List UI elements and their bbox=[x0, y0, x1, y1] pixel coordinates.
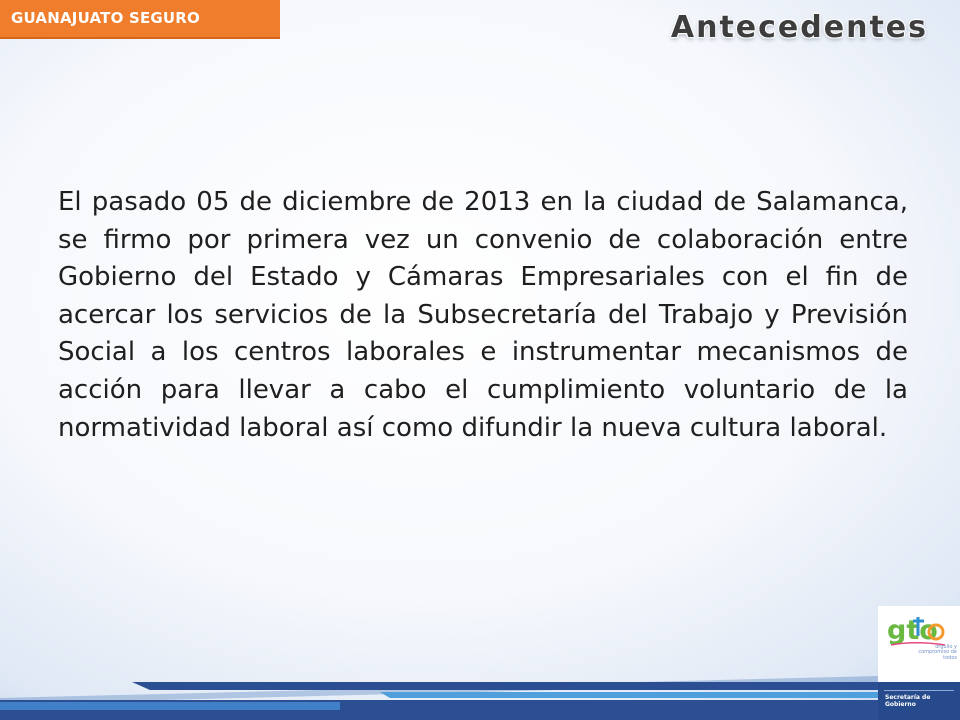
logo-tagline: orgullo y compromiso de todos bbox=[918, 644, 957, 661]
logo-white-panel bbox=[878, 606, 960, 682]
slide-body-paragraph: El pasado 05 de diciembre de 2013 en la ciudad de Salamanca, se firmo por primera vez un convenio de colaboración entre Gobierno del Estado y Cámaras Empresariales con el fin de acercar los servicios de la Subsecretaría del Trabajo y Previsión Social a los centros laborales e instrumentar mecanismos de acción para llevar a cabo el cumplimiento voluntario de la normatividad laboral así como difundir la nueva cultura laboral. bbox=[58, 187, 908, 443]
slide-title: Antecedentes bbox=[670, 10, 928, 45]
badge-label: GUANAJUATO SEGURO bbox=[11, 9, 200, 27]
svg-text:gto: gto bbox=[887, 615, 938, 646]
department-name: Secretaría de Gobierno bbox=[885, 694, 931, 708]
gto-wordmark-icon bbox=[886, 614, 948, 646]
gto-logo bbox=[878, 606, 960, 720]
department-divider bbox=[884, 690, 954, 691]
department-panel bbox=[878, 682, 960, 720]
